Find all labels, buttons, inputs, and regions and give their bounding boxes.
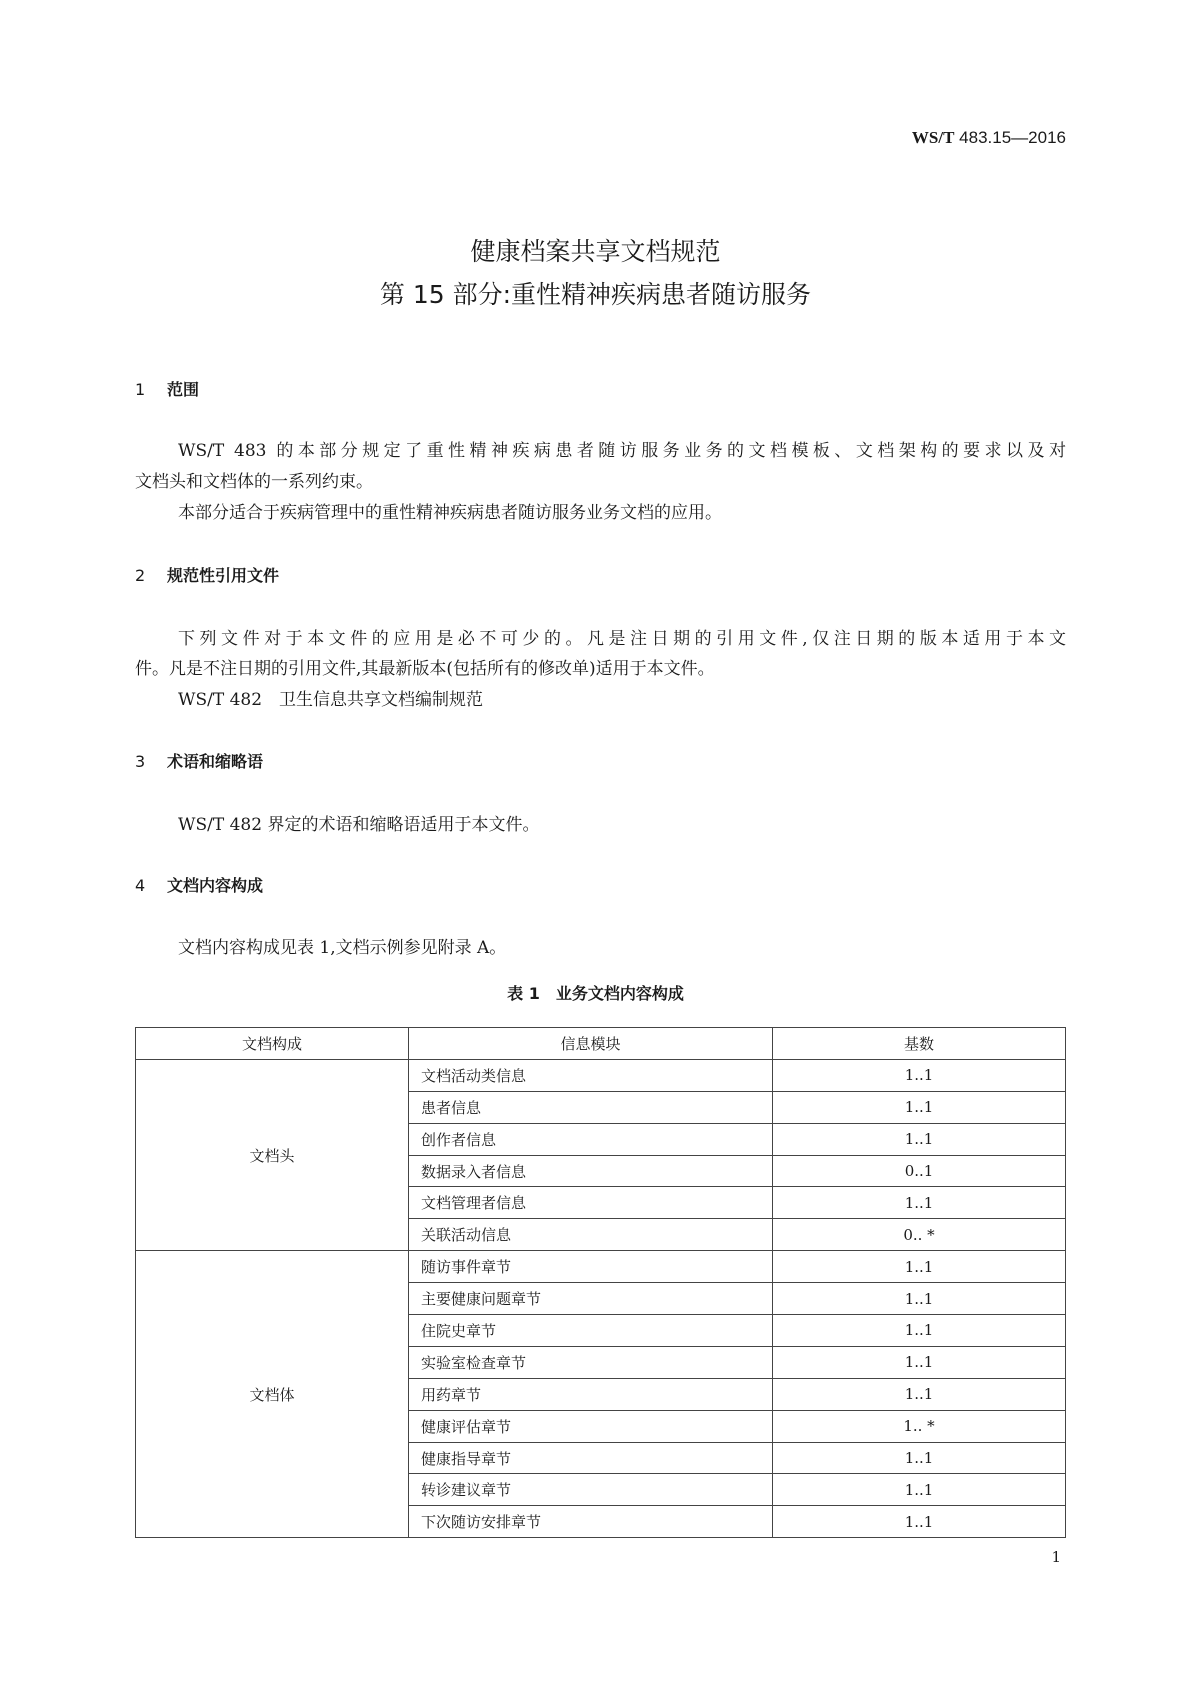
module-cell: 主要健康问题章节	[409, 1283, 773, 1315]
standard-number: WS/T 483.15—2016	[911, 128, 1066, 147]
reference-item: WS/T 482 卫生信息共享文档编制规范	[178, 690, 484, 710]
module-cell: 患者信息	[409, 1091, 773, 1123]
page-number: 1	[1051, 1548, 1061, 1566]
module-cell: 关联活动信息	[409, 1219, 773, 1251]
paragraph-line: WS/T 482 界定的术语和缩略语适用于本文件。	[178, 815, 540, 835]
cardinality-cell: 1..1	[773, 1059, 1066, 1091]
group-cell: 文档体	[136, 1251, 409, 1538]
cardinality-cell: 1..1	[773, 1506, 1066, 1538]
table-caption: 表 1 业务文档内容构成	[507, 984, 684, 1003]
module-cell: 文档活动类信息	[409, 1059, 773, 1091]
section-heading-3: 3 术语和缩略语	[135, 752, 264, 771]
table-row	[136, 1251, 1066, 1283]
table-row	[136, 1059, 1066, 1091]
module-cell: 下次随访安排章节	[409, 1506, 773, 1538]
content-table	[135, 1027, 1066, 1538]
group-cell: 文档头	[136, 1059, 409, 1250]
module-cell: 实验室检查章节	[409, 1346, 773, 1378]
module-cell: 住院史章节	[409, 1315, 773, 1347]
cardinality-cell: 0..1	[773, 1155, 1066, 1187]
paragraph-line: 件。凡是不注日期的引用文件,其最新版本(包括所有的修改单)适用于本文件。	[135, 659, 715, 679]
paragraph-line: 下列文件对于本文件的应用是必不可少的。凡是注日期的引用文件,仅注日期的版本适用于本文	[178, 629, 1066, 649]
paragraph-line: 文档头和文档体的一系列约束。	[135, 472, 373, 492]
cardinality-cell: 1..1	[773, 1251, 1066, 1283]
module-cell: 随访事件章节	[409, 1251, 773, 1283]
section-heading-1: 1 范围	[135, 380, 200, 399]
cardinality-cell: 1..1	[773, 1091, 1066, 1123]
cardinality-cell: 1..1	[773, 1474, 1066, 1506]
paragraph-line: 本部分适合于疾病管理中的重性精神疾病患者随访服务业务文档的应用。	[178, 503, 722, 523]
cardinality-cell: 1..1	[773, 1187, 1066, 1219]
cardinality-cell: 1..1	[773, 1283, 1066, 1315]
module-cell: 数据录入者信息	[409, 1155, 773, 1187]
column-header: 基数	[773, 1028, 1066, 1060]
module-cell: 用药章节	[409, 1378, 773, 1410]
cardinality-cell: 1.. *	[773, 1410, 1066, 1442]
cardinality-cell: 1..1	[773, 1378, 1066, 1410]
section-heading-2: 2 规范性引用文件	[135, 566, 280, 585]
section-heading-4: 4 文档内容构成	[135, 876, 264, 895]
column-header: 信息模块	[409, 1028, 773, 1060]
module-cell: 健康指导章节	[409, 1442, 773, 1474]
module-cell: 创作者信息	[409, 1123, 773, 1155]
cardinality-cell: 1..1	[773, 1315, 1066, 1347]
module-cell: 健康评估章节	[409, 1410, 773, 1442]
cardinality-cell: 0.. *	[773, 1219, 1066, 1251]
cardinality-cell: 1..1	[773, 1346, 1066, 1378]
paragraph-line: 文档内容构成见表 1,文档示例参见附录 A。	[178, 938, 507, 958]
paragraph-line: WS/T 483 的本部分规定了重性精神疾病患者随访服务业务的文档模板、文档架构的要求以及对	[178, 441, 1066, 461]
module-cell: 文档管理者信息	[409, 1187, 773, 1219]
table-header-row	[136, 1028, 1066, 1060]
document-title: 健康档案共享文档规范	[470, 237, 721, 266]
column-header: 文档构成	[136, 1028, 409, 1060]
cardinality-cell: 1..1	[773, 1123, 1066, 1155]
module-cell: 转诊建议章节	[409, 1474, 773, 1506]
document-subtitle: 第 15 部分:重性精神疾病患者随访服务	[379, 280, 812, 309]
cardinality-cell: 1..1	[773, 1442, 1066, 1474]
